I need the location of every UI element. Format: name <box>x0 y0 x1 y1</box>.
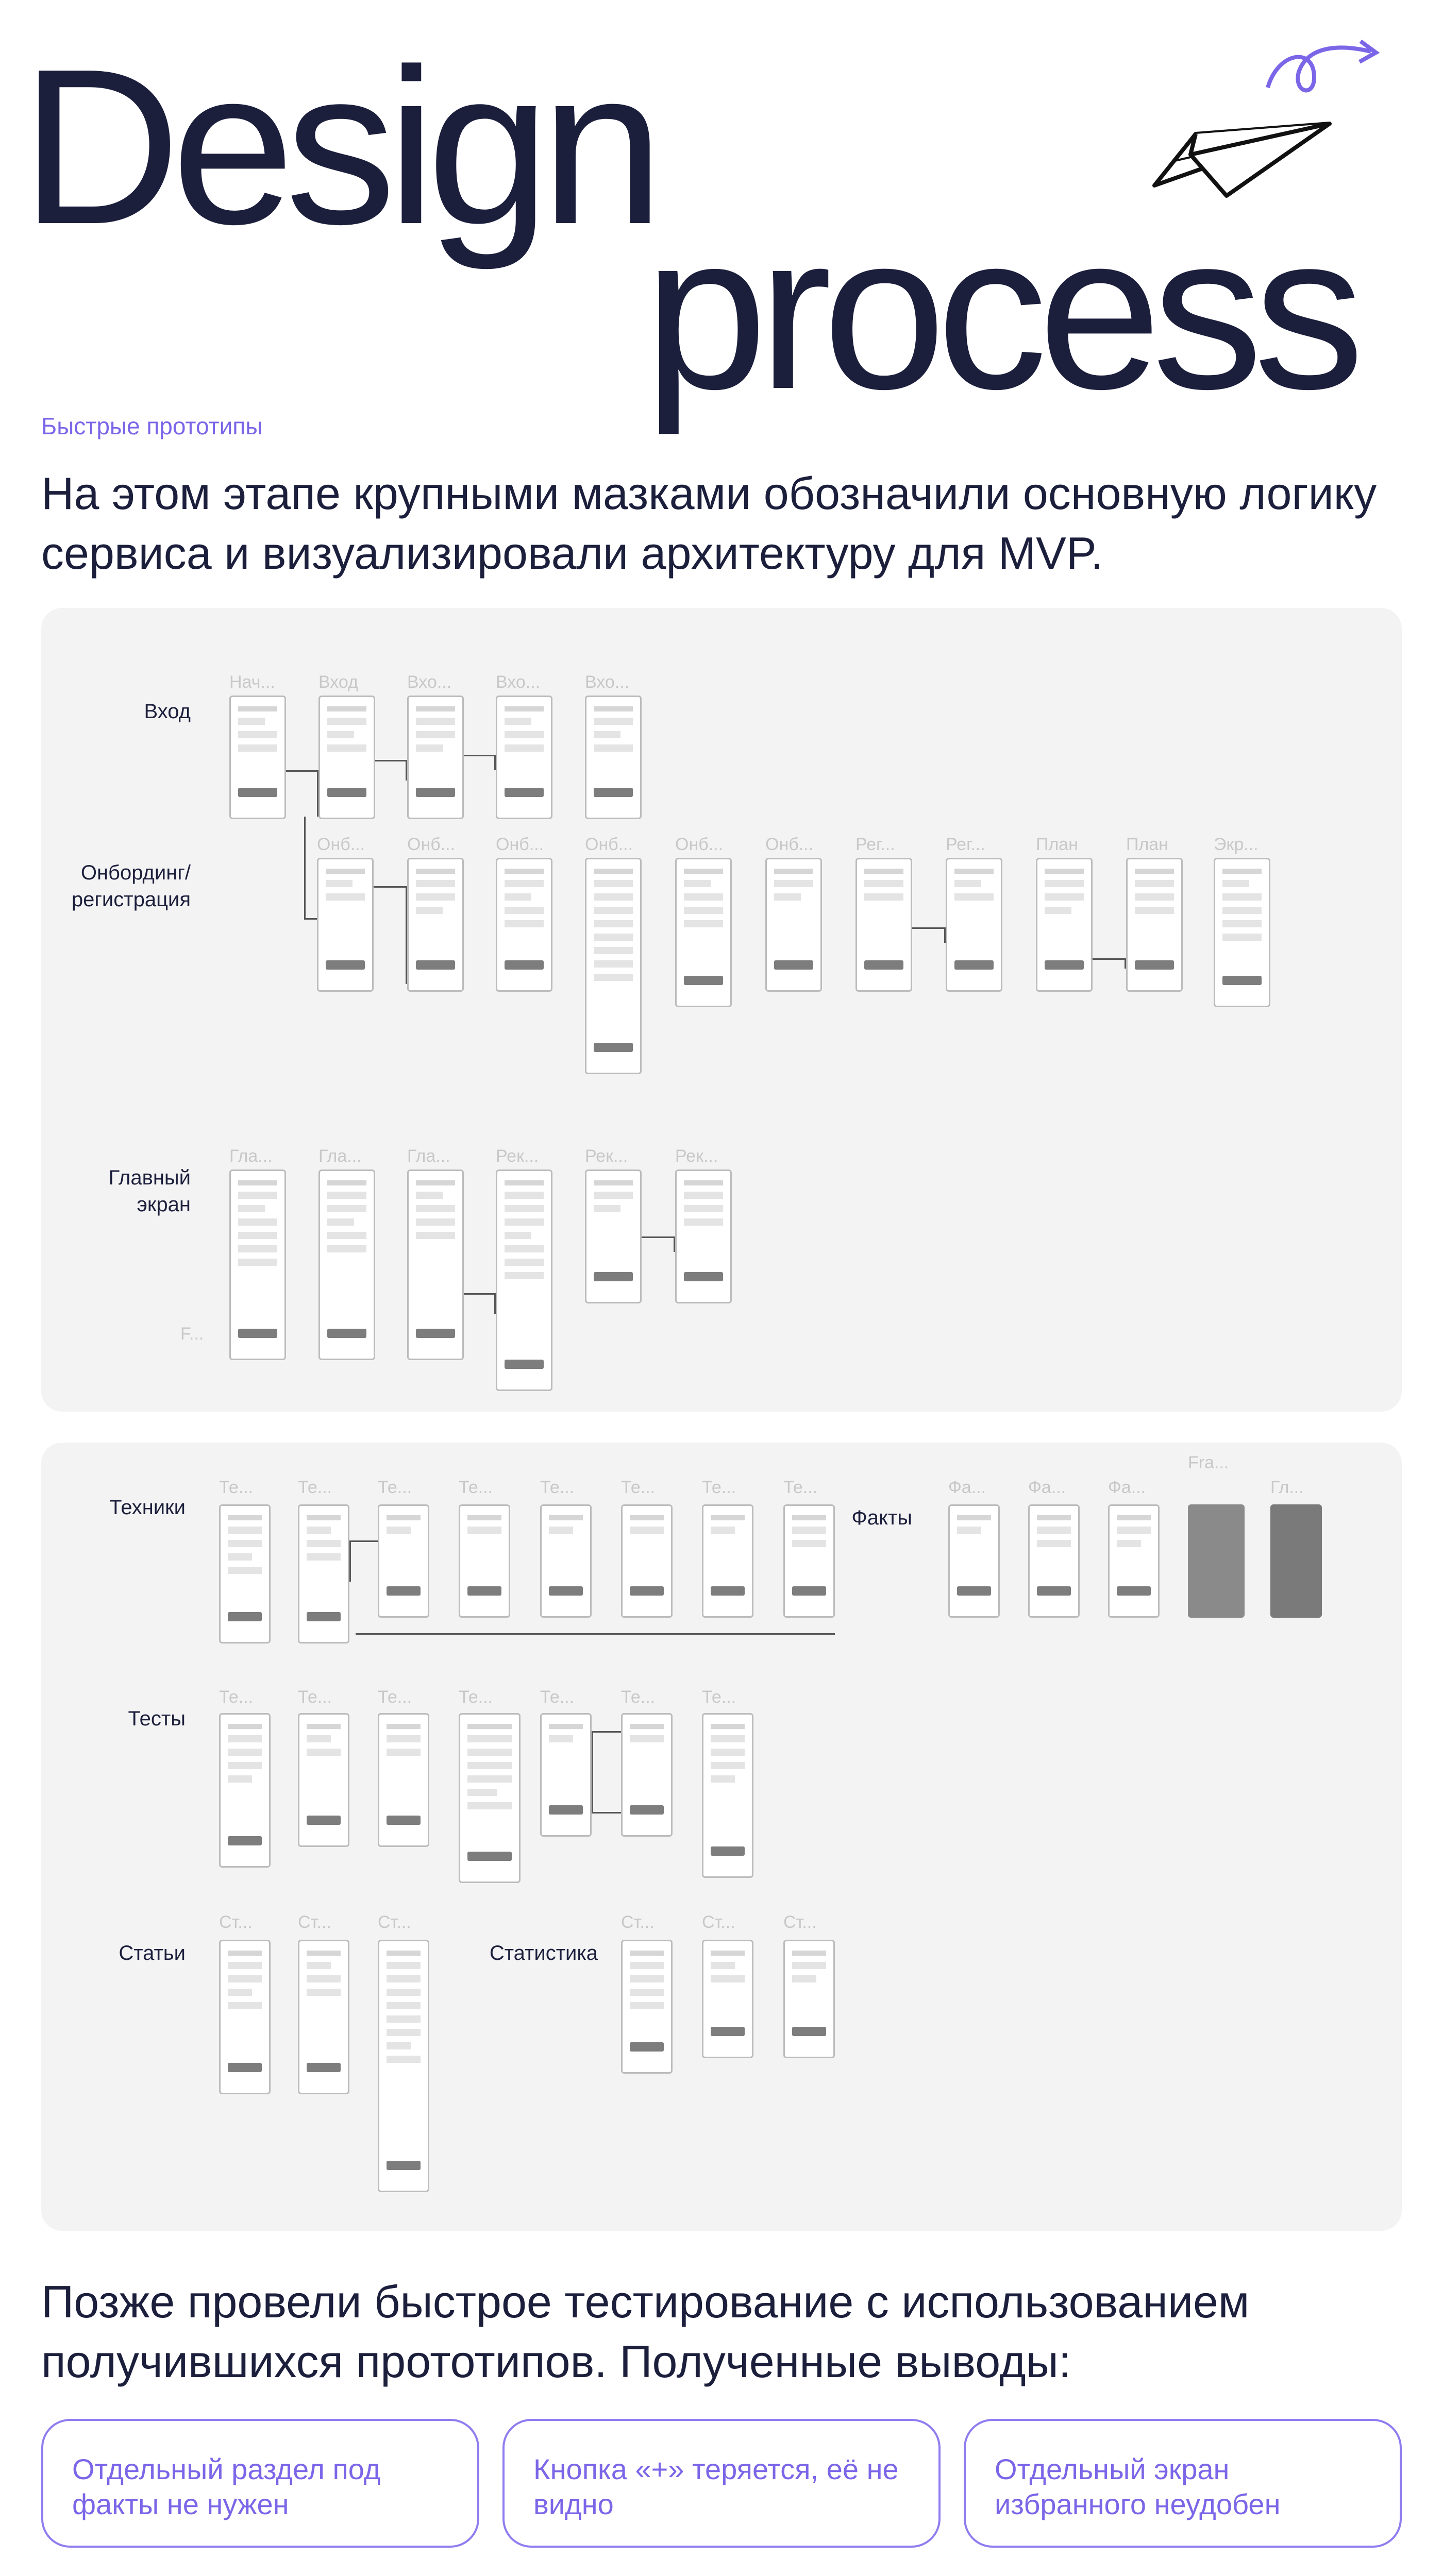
proto-title: F... <box>180 1324 204 1344</box>
proto-title: Те... <box>298 1687 332 1707</box>
proto-title: Фа... <box>1108 1478 1146 1497</box>
proto-title: Те... <box>540 1687 575 1707</box>
wireframe-screen <box>702 1713 753 1878</box>
proto-title: Рег... <box>946 835 985 854</box>
proto-title: Те... <box>783 1478 818 1497</box>
proto-title: Онб... <box>317 835 365 854</box>
wireframe-screen <box>702 1940 753 2058</box>
proto-title: Те... <box>702 1687 736 1707</box>
wireframe-screen <box>378 1504 429 1618</box>
wireframe-screen <box>407 696 464 819</box>
flow-connector <box>375 760 407 781</box>
proto-title: Гла... <box>407 1146 450 1166</box>
proto-title: Онб... <box>765 835 814 854</box>
proto-title: Те... <box>621 1478 656 1497</box>
proto-title: Ст... <box>378 1912 411 1932</box>
wireframe-screen <box>407 1170 464 1360</box>
wireframe-screen <box>1214 858 1270 1007</box>
wireframe-screen <box>219 1504 271 1643</box>
wireframe-screen <box>783 1504 835 1618</box>
wireframe-screen <box>496 1170 552 1391</box>
proto-title: Те... <box>378 1478 412 1497</box>
flow-connector <box>286 770 318 817</box>
proto-title: Онб... <box>675 835 724 854</box>
proto-title: Те... <box>219 1478 254 1497</box>
proto-title: Те... <box>219 1687 254 1707</box>
proto-title: Гл... <box>1270 1478 1304 1497</box>
proto-title: Онб... <box>585 835 633 854</box>
lead-paragraph-1: На этом этапе крупными мазками обозначили основную логику сервиса и визуализировали архитектуру для MVP. <box>41 468 1377 579</box>
proto-title: Те... <box>621 1687 656 1707</box>
proto-title: Те... <box>702 1478 736 1497</box>
proto-title: План <box>1036 835 1078 854</box>
wireframe-screen <box>496 696 552 819</box>
finding-card: Кнопка «+» теряется, её не видно <box>502 2419 941 2548</box>
wireframe-screen <box>1036 858 1093 992</box>
proto-title: Те... <box>298 1478 332 1497</box>
wireframe-screen <box>219 1940 271 2094</box>
wireframe-screen <box>459 1504 510 1618</box>
finding-card: Отдельный раздел под факты не нужен <box>41 2419 479 2548</box>
wireframe-screen <box>621 1504 673 1618</box>
flow-connector <box>1093 958 1126 969</box>
flow-connector <box>912 927 946 943</box>
proto-title: Фа... <box>948 1478 986 1497</box>
wireframe-screen <box>496 858 552 992</box>
proto-title: Те... <box>459 1478 493 1497</box>
wireframe-screen <box>298 1504 349 1643</box>
proto-title: Гла... <box>318 1146 362 1166</box>
group-label-statistics: Статистика <box>489 1942 598 1964</box>
wireframe-screen <box>675 1170 732 1303</box>
group-label-facts: Факты <box>851 1506 912 1529</box>
wireframe-screen <box>855 858 912 992</box>
wireframe-screen <box>765 858 822 992</box>
wireframe-screen-dimmed <box>1270 1504 1322 1618</box>
wireframe-screen <box>585 858 642 1074</box>
proto-title: Вхо... <box>496 672 541 692</box>
group-label-articles: Статьи <box>119 1942 186 1964</box>
proto-title: Ст... <box>702 1912 735 1932</box>
wireframe-screen <box>459 1713 521 1883</box>
flow-connector <box>304 817 317 920</box>
proto-title: Нач... <box>229 672 275 692</box>
flow-connector <box>642 1236 675 1252</box>
wireframe-screen <box>229 696 286 819</box>
proto-title: Вход <box>318 672 358 692</box>
proto-title: Рек... <box>496 1146 539 1166</box>
finding-card: Отдельный экран избранного неудобен <box>964 2419 1402 2548</box>
wireframe-screen <box>1108 1504 1160 1618</box>
proto-title: Рек... <box>675 1146 718 1166</box>
proto-title: Фа... <box>1028 1478 1066 1497</box>
paper-plane-icon <box>1144 31 1391 206</box>
proto-title: Ст... <box>219 1912 253 1932</box>
group-label-onboarding: Онбординг/ регистрация <box>71 861 191 911</box>
group-label-techniques: Техники <box>109 1496 186 1519</box>
proto-title: Онб... <box>407 835 456 854</box>
proto-title: Рек... <box>585 1146 628 1166</box>
proto-title: План <box>1126 835 1168 854</box>
wireframe-screen <box>675 858 732 1007</box>
group-label-main-screen: Главный экран <box>108 1166 191 1216</box>
wireframe-screen <box>1126 858 1183 992</box>
wireframe-screen <box>621 1940 673 2074</box>
wireframe-screen <box>318 1170 375 1360</box>
proto-title: Онб... <box>496 835 544 854</box>
flow-connector <box>374 886 407 984</box>
section-label: Быстрые прототипы <box>41 413 263 439</box>
proto-title: Ст... <box>298 1912 331 1932</box>
wireframe-screen-dimmed <box>1188 1504 1245 1618</box>
proto-title: Гла... <box>229 1146 273 1166</box>
wireframe-screen <box>702 1504 753 1618</box>
proto-title: Рег... <box>855 835 895 854</box>
wireframe-screen <box>298 1713 349 1847</box>
wireframe-screen <box>585 1170 642 1303</box>
wireframe-screen <box>540 1713 592 1837</box>
wireframe-screen <box>946 858 1002 992</box>
wireframe-screen <box>378 1713 429 1847</box>
proto-title: Ст... <box>783 1912 817 1932</box>
wireframe-screen <box>219 1713 271 1868</box>
wireframe-screen <box>378 1940 429 2192</box>
proto-title: Вхо... <box>407 672 452 692</box>
proto-title: Вхо... <box>585 672 630 692</box>
wireframe-screen <box>585 696 642 819</box>
flow-connector <box>464 755 496 770</box>
hero-title-line2: process <box>644 188 1355 435</box>
hero-title-line1: Design <box>21 23 655 270</box>
group-label-login: Вход <box>144 700 191 723</box>
wireframe-screen <box>407 858 464 992</box>
wireframe-screen <box>317 858 374 992</box>
proto-title: Экр... <box>1214 835 1259 854</box>
proto-title: Те... <box>459 1687 493 1707</box>
wireframe-screen <box>318 696 375 819</box>
proto-title: Те... <box>378 1687 412 1707</box>
flow-connector <box>592 1731 621 1814</box>
group-label-tests: Тесты <box>128 1707 186 1730</box>
lead-paragraph-2: Позже провели быстрое тестирование с использованием получившихся прототипов. Полученные выводы: <box>41 2276 1250 2387</box>
wireframe-screen <box>783 1940 835 2058</box>
flow-connector <box>356 1633 835 1635</box>
wireframe-screen <box>1028 1504 1080 1618</box>
wireframe-screen <box>229 1170 286 1360</box>
wireframe-screen <box>948 1504 1000 1618</box>
wireframe-screen <box>621 1713 673 1837</box>
proto-title: Те... <box>540 1478 575 1497</box>
proto-title: Fra... <box>1188 1453 1229 1472</box>
flow-connector <box>464 1293 496 1314</box>
proto-title: Ст... <box>621 1912 655 1932</box>
flow-connector <box>349 1540 378 1582</box>
wireframe-screen <box>540 1504 592 1618</box>
wireframe-screen <box>298 1940 349 2094</box>
